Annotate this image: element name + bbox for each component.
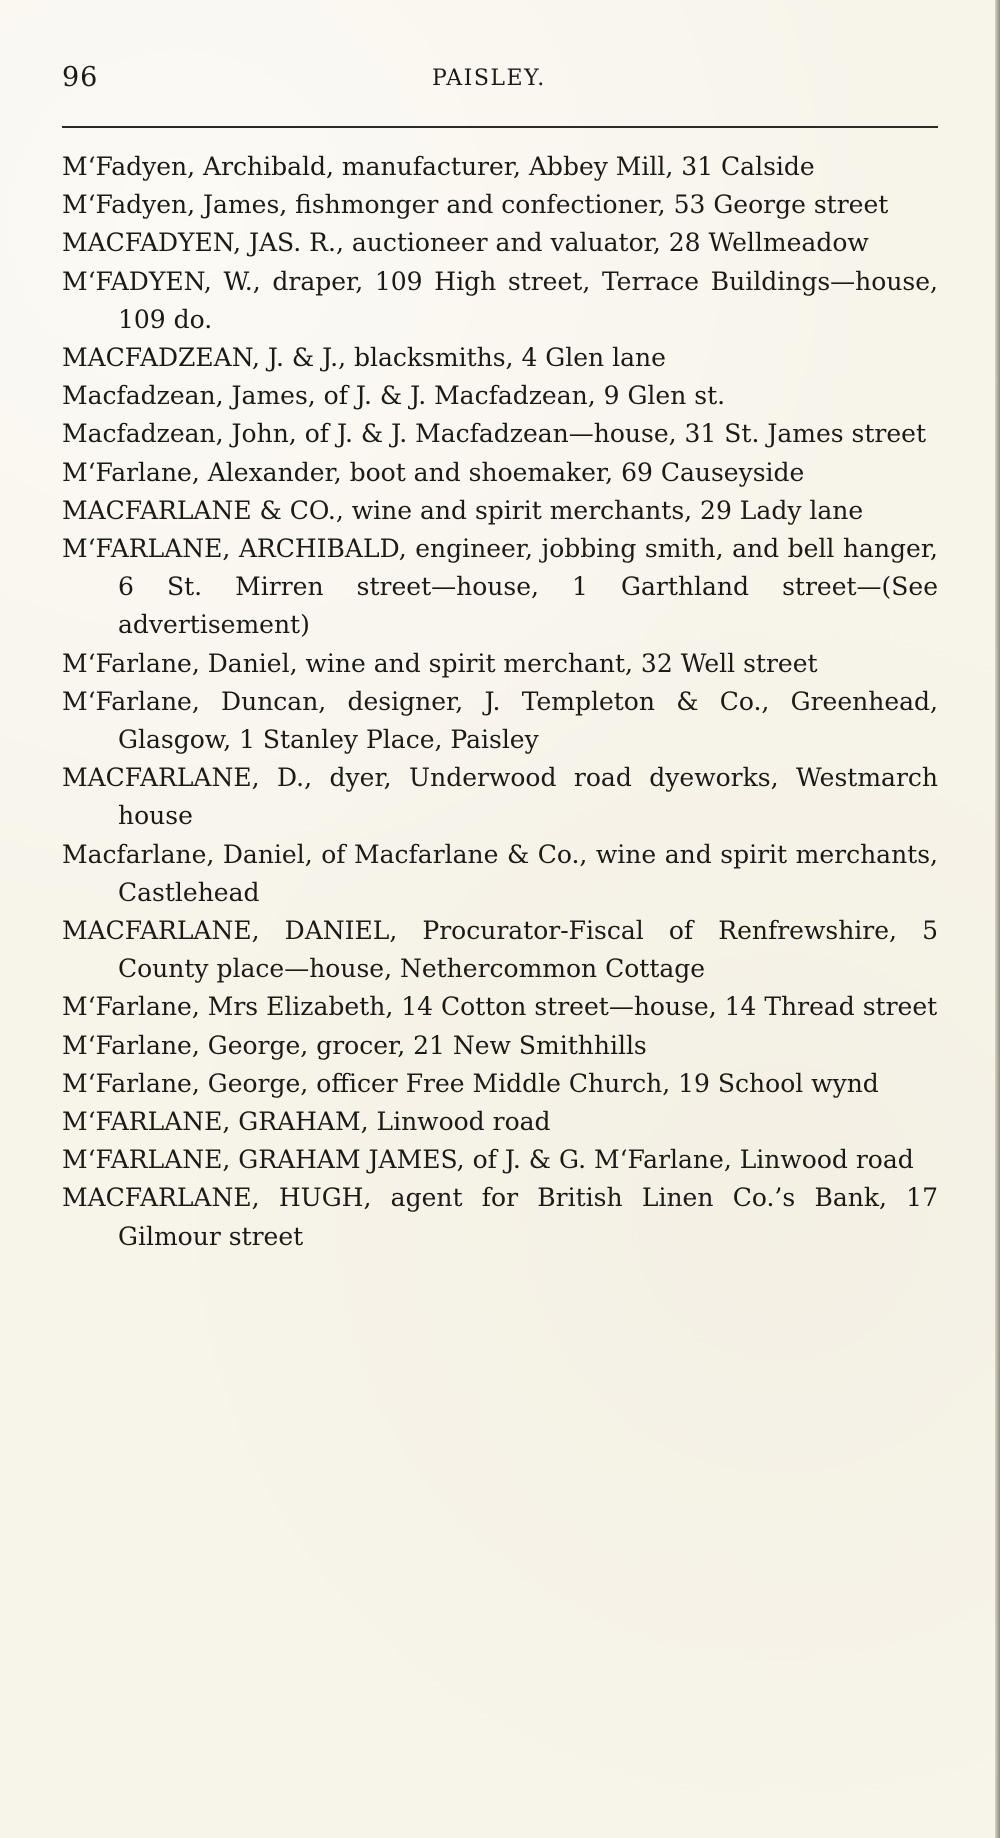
directory-entry: MACFARLANE & CO., wine and spirit merchants, 29 Lady lane bbox=[62, 495, 864, 525]
directory-entry: M‘Farlane, George, grocer, 21 New Smithhills bbox=[62, 1030, 647, 1060]
directory-entry: Macfadzean, James, of J. & J. Macfadzean, 9 Glen st. bbox=[62, 381, 726, 411]
directory-entry: MACFADYEN, JAS. R., auctioneer and valuator, 28 Wellmeadow bbox=[62, 228, 869, 258]
page-header bbox=[62, 62, 938, 94]
directory-entry: M‘FARLANE, ARCHIBALD, engineer, jobbing smith, and bell hanger, 6 St. Mirren street—house, 1 Garthland street—(See advertisement) bbox=[62, 534, 938, 640]
page-edge-shadow bbox=[995, 0, 1000, 1838]
directory-entry: MACFADZEAN, J. & J., blacksmiths, 4 Glen lane bbox=[62, 343, 666, 373]
directory-entry: M‘Fadyen, Archibald, manufacturer, Abbey Mill, 31 Calside bbox=[62, 152, 815, 181]
directory-entries bbox=[62, 148, 938, 1256]
directory-entry: Macfarlane, Daniel, of Macfarlane & Co., wine and spirit merchants, Castlehead bbox=[62, 839, 938, 907]
directory-entry: M‘Farlane, Alexander, boot and shoemaker, 69 Causeyside bbox=[62, 457, 805, 487]
running-head: PAISLEY. bbox=[432, 66, 546, 91]
directory-entry: M‘Fadyen, James, fishmonger and confectioner, 53 George street bbox=[62, 190, 889, 220]
directory-entry: MACFARLANE, DANIEL, Procurator-Fiscal of Renfrewshire, 5 County place—house, Nethercommon Cottage bbox=[62, 916, 938, 984]
directory-entry: M‘Farlane, Mrs Elizabeth, 14 Cotton street—house, 14 Thread street bbox=[62, 992, 938, 1022]
directory-entry: Macfadzean, John, of J. & J. Macfadzean—house, 31 St. James street bbox=[62, 419, 927, 449]
directory-entry: MACFARLANE, D., dyer, Underwood road dyeworks, Westmarch house bbox=[62, 763, 938, 831]
directory-entry: M‘FADYEN, W., draper, 109 High street, Terrace Buildings—house, 109 do. bbox=[62, 266, 938, 334]
directory-entry: MACFARLANE, HUGH, agent for British Linen Co.’s Bank, 17 Gilmour street bbox=[62, 1183, 938, 1251]
page-number: 96 bbox=[62, 62, 99, 93]
directory-entry: M‘Farlane, Daniel, wine and spirit merchant, 32 Well street bbox=[62, 648, 818, 678]
header-rule bbox=[62, 126, 938, 128]
directory-entry: M‘FARLANE, GRAHAM, Linwood road bbox=[62, 1107, 551, 1137]
directory-entry: M‘FARLANE, GRAHAM JAMES, of J. & G. M‘Farlane, Linwood road bbox=[62, 1145, 914, 1175]
directory-entry: M‘Farlane, George, officer Free Middle Church, 19 School wynd bbox=[62, 1068, 879, 1098]
directory-entry: M‘Farlane, Duncan, designer, J. Templeton & Co., Greenhead, Glasgow, 1 Stanley Place, Paisley bbox=[62, 686, 938, 755]
